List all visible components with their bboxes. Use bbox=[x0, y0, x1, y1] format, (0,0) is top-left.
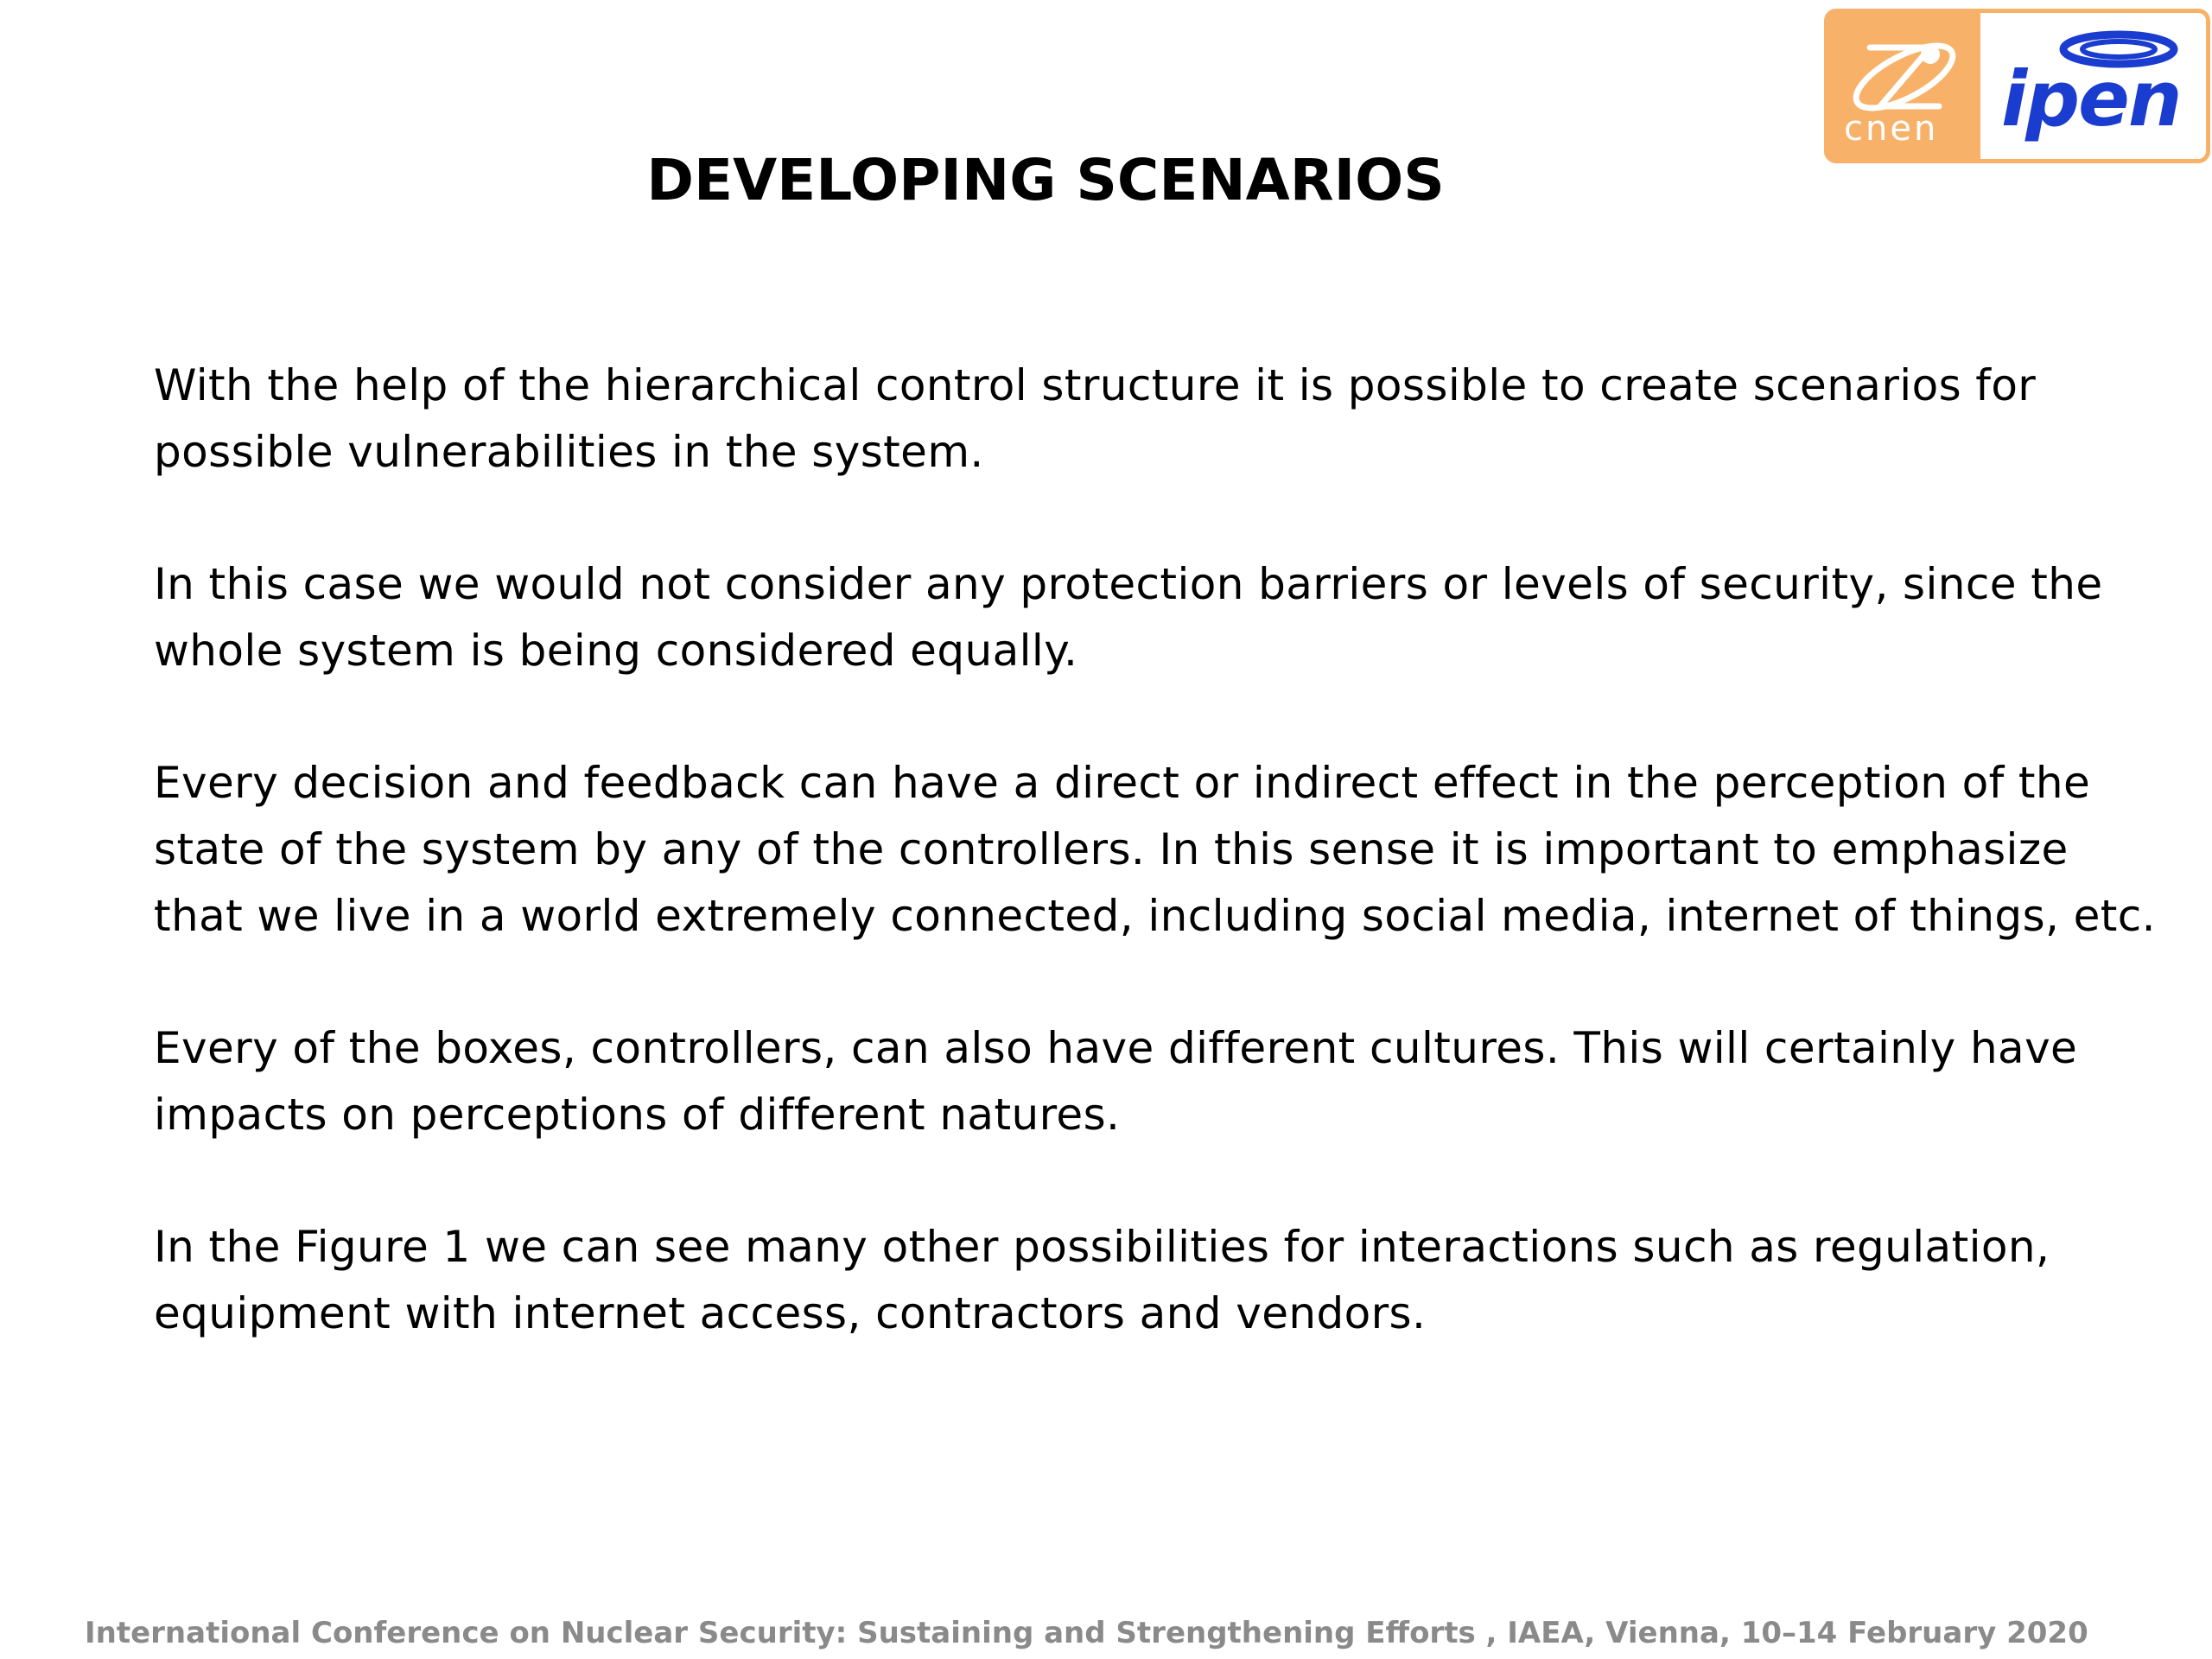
cnen-logo-text: cnen bbox=[1844, 109, 1939, 149]
ipen-logo bbox=[1980, 13, 2206, 159]
ipen-logo-text: ipen bbox=[2001, 54, 2181, 143]
slide-body bbox=[154, 353, 2158, 1413]
cnen-logo bbox=[1828, 13, 1980, 159]
paragraph-2: In this case we would not consider any protection barriers or levels of security, since the whole system is being considered equally. bbox=[154, 559, 2103, 676]
paragraph-4: Every of the boxes, controllers, can also have different cultures. This will certainly have impacts on perceptions of different natures. bbox=[154, 1023, 2078, 1140]
institution-logos bbox=[1824, 9, 2210, 163]
slide-footer: International Conference on Nuclear Security: Sustaining and Strengthening Efforts , IAEA, Vienna, 10–14 February 2020 bbox=[85, 1616, 2088, 1650]
slide-title: DEVELOPING SCENARIOS bbox=[646, 147, 1445, 213]
paragraph-5: In the Figure 1 we can see many other possibilities for interactions such as regulation, equipment with internet access, contractors and vendors. bbox=[154, 1222, 2050, 1338]
paragraph-1: With the help of the hierarchical control structure it is possible to create scenarios for possible vulnerabilities in the system. bbox=[154, 360, 2037, 477]
paragraph-3: Every decision and feedback can have a direct or indirect effect in the perception of the state of the system by any of the controllers. In this sense it is important to emphasize that we live in a world extremely connected, including social media, internet of things, etc. bbox=[154, 758, 2156, 941]
